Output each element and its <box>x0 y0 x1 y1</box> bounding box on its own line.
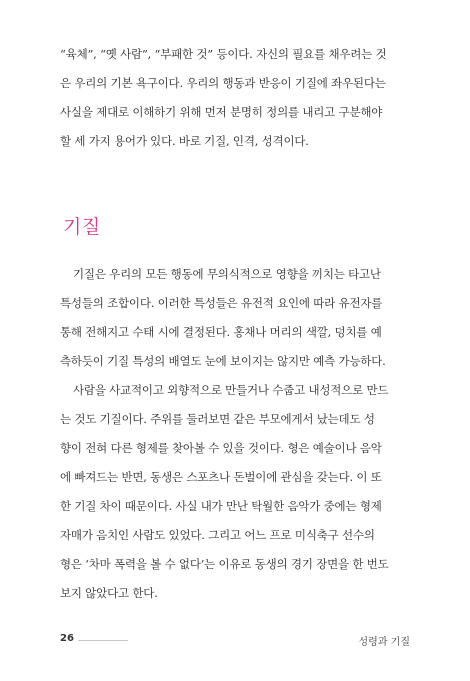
text-line: “육체”, “옛 사람”, “부패한 것” 등이다. 자신의 필요를 채우려는 것 <box>60 47 387 61</box>
page-number: 26 <box>60 633 74 644</box>
text-line: 형은 ‘차마 폭력을 볼 수 없다’는 이유로 동생의 경기 장면을 한 번도 <box>60 557 389 571</box>
text-line: 한 기질 차이 때문이다. 사실 내가 만난 탁월한 음악가 중에는 형제 <box>60 499 382 513</box>
text-line: 향이 전혀 다른 형제를 찾아볼 수 있을 것이다. 형은 예술이나 음악 <box>60 441 382 455</box>
text-line: 측하듯이 기질 특성의 배열도 눈에 보이지는 않지만 예측 가능하다. <box>60 354 386 368</box>
section-heading: 기질 <box>63 216 101 238</box>
text-line: 은 우리의 기본 욕구이다. 우리의 행동과 반응이 기질에 좌우된다는 <box>60 76 386 90</box>
text-line: 보지 않았다고 한다. <box>60 586 158 600</box>
text-line: 자매가 음치인 사람도 있었다. 그리고 어느 프로 미식축구 선수의 <box>60 528 375 542</box>
text-line: 는 것도 기질이다. 주위를 둘러보면 같은 부모에게서 났는데도 성 <box>60 412 375 426</box>
text-line: 할 세 가지 용어가 있다. 바로 기질, 인격, 성격이다. <box>60 134 309 148</box>
text-line: 기질은 우리의 모든 행동에 무의식적으로 영향을 끼치는 타고난 <box>73 267 381 281</box>
text-line: 에 빠져드는 반면, 동생은 스포츠나 돈벌이에 관심을 갖는다. 이 또 <box>60 470 382 484</box>
text-line: 통해 전해지고 수태 시에 결정된다. 홍채나 머리의 색깔, 덩치를 예 <box>60 325 382 339</box>
text-line: 사실을 제대로 이해하기 위해 먼저 분명히 정의를 내리고 구분해야 <box>60 105 383 119</box>
text-line: 특성들의 조합이다. 이러한 특성들은 유전적 요인에 따라 유전자를 <box>60 296 383 310</box>
footer-divider <box>78 640 128 641</box>
running-title: 성령과 기질 <box>358 637 410 648</box>
text-line: 사람을 사교적이고 외향적으로 만들거나 수줍고 내성적으로 만드 <box>73 383 389 397</box>
